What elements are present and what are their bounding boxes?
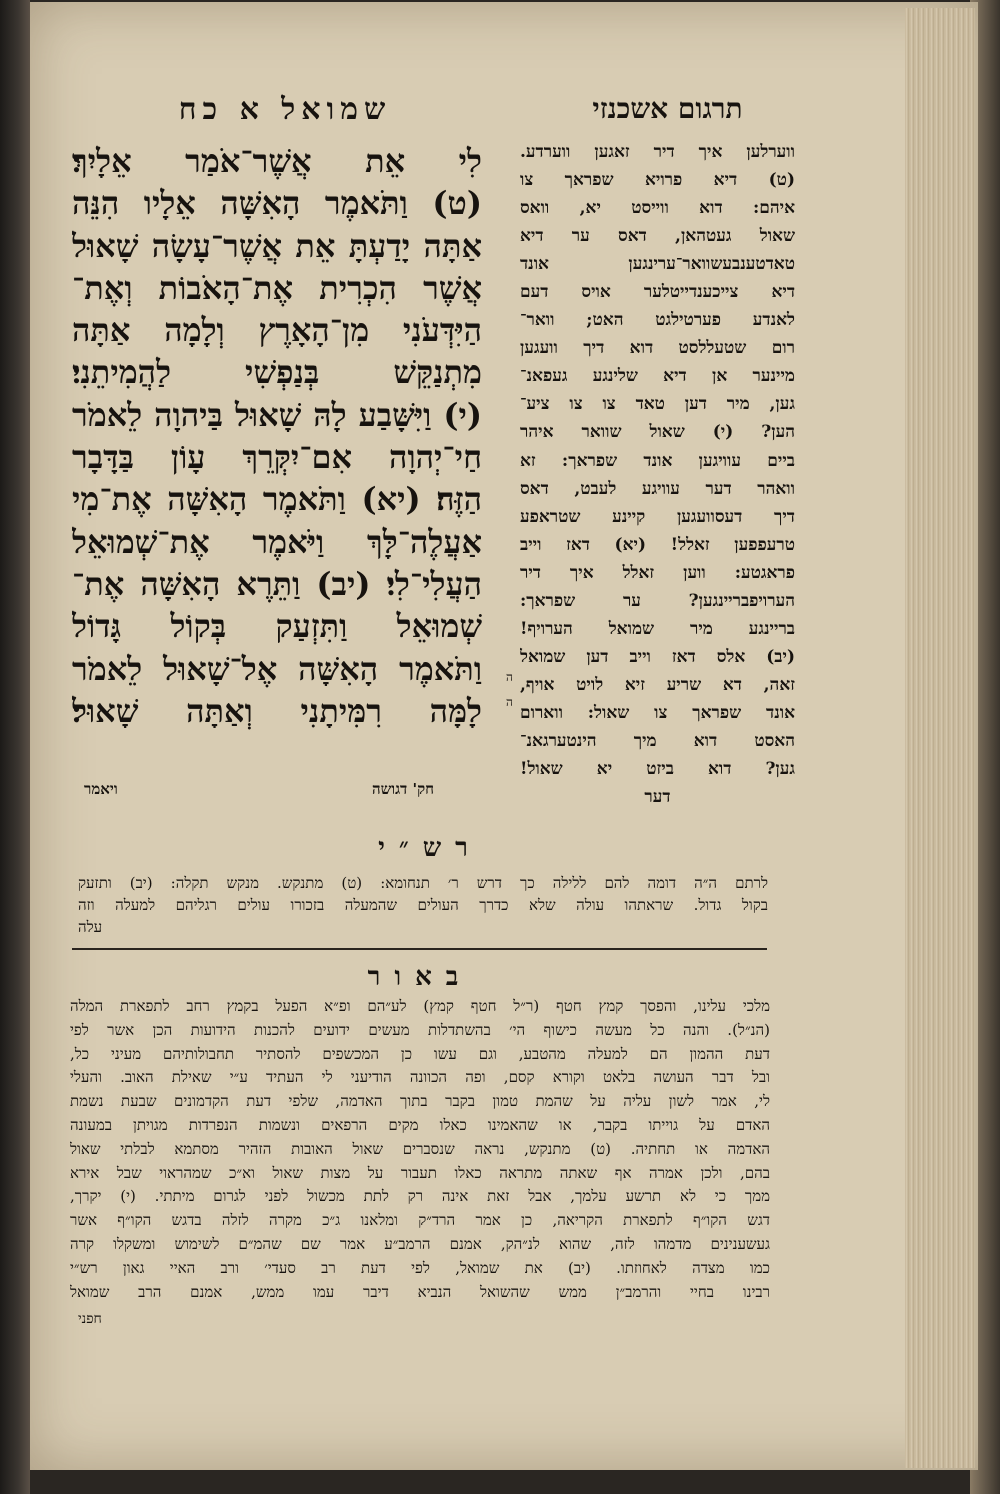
main-text-line: אֲשֶׁר הִכְרִית אֶת־הָאֹבוֹת וְאֶת־ [72,268,482,307]
biur-line: לי, אמר לשון עליה על שהמת טמון בקבר בתוך האדמה, שלפי דעת הקדמונים שבעת נשמת [70,1092,770,1111]
main-text-line: שְׁמוּאֵל וַתִּזְעַק בְּקוֹל גָּדוֹל [72,607,482,646]
main-text-line: אַתָּה יָדַעְתָּ אֵת אֲשֶׁר־עָשָׂה שָׁאוּל [72,226,482,265]
translation-line: טרעפפען זאלל! (יא) דאז וייב [520,534,795,555]
main-text-column [72,140,482,732]
rashi-line: בקול גדול. שראתהו עולה שלא כדרך העולים שהמעלה בזכורו עולים רגליהם למעלה וזה [78,896,768,914]
margin-mark: ה [506,695,513,709]
translation-line: רום שטעללסט דוא דיך וועגען [520,338,795,359]
translation-line: ווערלען איך דיר זאגען ווערדע. [520,142,795,162]
biur-title: באור [367,962,473,992]
main-text-line: חַי־יְהוָה אִם־יִקְּרֵךְ עָוֹן בַּדָּבָר [72,438,482,477]
main-text-line: לִי אֵת אֲשֶׁר־אֹמַר אֵלָיִךְ׃ [72,142,482,180]
translation-column [520,138,795,811]
translation-line: הען? (י) שאול שוואר איהר [520,422,795,443]
translation-line: שאול געטהאן, דאס ער דיא [520,226,795,247]
biur-line: דגש הקו״ף לתפארת הקריאה, כן אמר הרד״ק ומלאנו ג״כ מקרה לזלה בדגש הקו״ף אשר [70,1211,770,1230]
main-text-line: (י) וַיִּשָּׁבַע לָהּ שָׁאוּל בַּיהוָה לֵאמֹר [72,395,482,434]
translation-line: טאדטענבעשוואר־ערינגען אונד [520,254,795,275]
translation-line: ביים עוויגען אונד שפראך: זא [520,450,795,471]
biur-commentary [70,995,770,1304]
biur-line: רבינו בחיי והרמב״ן ממש שהשואל הנביא דיבר עמו ממש, אמנם הרב שמואל [70,1282,770,1301]
main-text-line: הַעֲלִי־לִי׃ (יב) וַתֵּרֶא הָאִשָּׁה אֶת־ [72,564,482,603]
section-divider [72,948,767,950]
main-text-line: מִתְנַקֵּשׁ בְּנַפְשִׁי לַהֲמִיתֵנִי׃ [72,353,482,392]
translation-line: דיא צייכענדייטלער אויס דעם [520,282,795,303]
main-text-line: (ט) וַתֹּאמֶר הָאִשָּׁה אֵלָיו הִנֵּה [72,184,482,223]
page-stack-edges [905,8,975,1468]
catchword-main: ויאמר [84,780,118,798]
rashi-title: רש״י [378,833,482,863]
margin-mark: ה [506,670,513,684]
translation-line: לאנדע פערטילגט האט; וואר־ [520,310,795,331]
translation-line: (יב) אלס דאז וייב דען שמואל [520,646,795,667]
running-header-translation: תרגום אשכנזי [592,92,743,125]
biur-line: געשענינים מדמהו לזה, שהוא לנ״הק, אמנם הרמב״ע אמר שם שהמ״ם לשימוש ומשקלו קרה [70,1234,770,1253]
biur-line: ובל דבר העושה בלאט וקורא קסם, ופה הכוונה הודיעני לי העתיד ע״י שאילת האוב. והעלי [70,1068,770,1087]
biur-line: ממך כי לא תרשע עלמך, אבל זאת אינה רק לתת מכשול לפני לגרום מיתתי. (י) יקרך, [70,1187,770,1206]
biur-line: (הנ״ל). והנה כל מעשה כישוף הי׳ בהשתדלות מעשים ידועים להכנות הידועות הכן אשר לפי [70,1020,770,1039]
rashi-line: לרתם ה״ה דומה להם ללילה כך דרש ר׳ תנחומא: (ט) מתנקש. מנקש תקלה: (יב) ותזעק [78,874,768,892]
translation-line: האסט דוא מיך הינטערגאנ־ [520,730,795,751]
translation-line: מיינער אן דיא שלינגע געפאנ־ [520,366,795,387]
translation-line: (ט) דיא פרויא שפראך צו [520,170,795,191]
translation-line: וואהר דער עוויגע לעבט, דאס [520,478,795,499]
translation-line: הערויפבריינגען? ער שפראך: [520,590,795,611]
main-text-line: וַתֹּאמֶר הָאִשָּׁה אֶל־שָׁאוּל לֵאמֹר [72,649,482,688]
translation-catchword: דער [644,787,671,808]
main-text-line: לָמָּה רִמִּיתָנִי וְאַתָּה שָׁאוּל׃ [72,691,482,730]
rashi-line: עלה [78,918,103,936]
biur-line: האדם על גוייתו בקבר, או שהאמינו כאלו מקים הרפאים ונשמות הנפרדות מגויתן במעונה [70,1115,770,1134]
translation-line: דיך דעסוועגען קיינע שטראפע [520,506,795,527]
translation-line: גען? דוא ביזט יא שאול! [520,759,795,780]
biur-line: האדמה או תחתיה. (ט) מתנקש, נראה שנסברים שאול האובות הזהיר מסתמא לבלתי שאול [70,1139,770,1158]
translation-line: פראגטע: ווען זאלל איך דיר [520,562,795,583]
translation-line: איהם: דוא ווייסט יא, וואס [520,198,795,219]
main-text-line: אַעֲלֶה־לָּךְ וַיֹּאמֶר אֶת־שְׁמוּאֵל [72,522,482,561]
biur-line: בהם, ולכן אמרה אף שאתה מתראה כאלו תעבור על מצות שאול וא״כ שמהראוי שבל אירא [70,1163,770,1182]
translation-line: זאה, דא שריע זיא לויט אויף, [520,674,795,695]
dagesh-note: חק' דגושה [372,780,434,798]
book-spine [0,0,30,1494]
main-text-line: הַזֶּה׃ (יא) וַתֹּאמֶר הָאִשָּׁה אֶת־מִי [72,480,482,519]
translation-line: גען, מיר דען טאד צו צו ציע־ [520,394,795,415]
translation-line: בריינגע מיר שמואל הערויף! [520,618,795,639]
biur-line: מלכי עלינו, והפסך קמץ חטף (ר״ל חטף קמץ) לע״הם ופ״א הפעל בקמץ רחב לתפארת המלה [70,997,770,1015]
biur-line: כמו מצדה לאחוזתו. (יב) את שמואל, לפי דעת רב סעדי׳ ורב האיי גאון רש״י [70,1258,770,1277]
running-header-main: שמואל א כח [178,92,392,127]
rashi-commentary [78,872,768,938]
main-text-line: הַיִּדְּעֹנִי מִן־הָאָרֶץ וְלָמָה אַתָּה [72,311,482,350]
catchword-biur: חפני [78,1311,102,1327]
translation-line: אונד שפראך צו שאול: ווארום [520,702,795,723]
biur-line: דעת ההמון הם למעלה מהטבע, וגם עשו כן המכשפים להסתיר תחבולותיהם מעיני כל, [70,1044,770,1063]
